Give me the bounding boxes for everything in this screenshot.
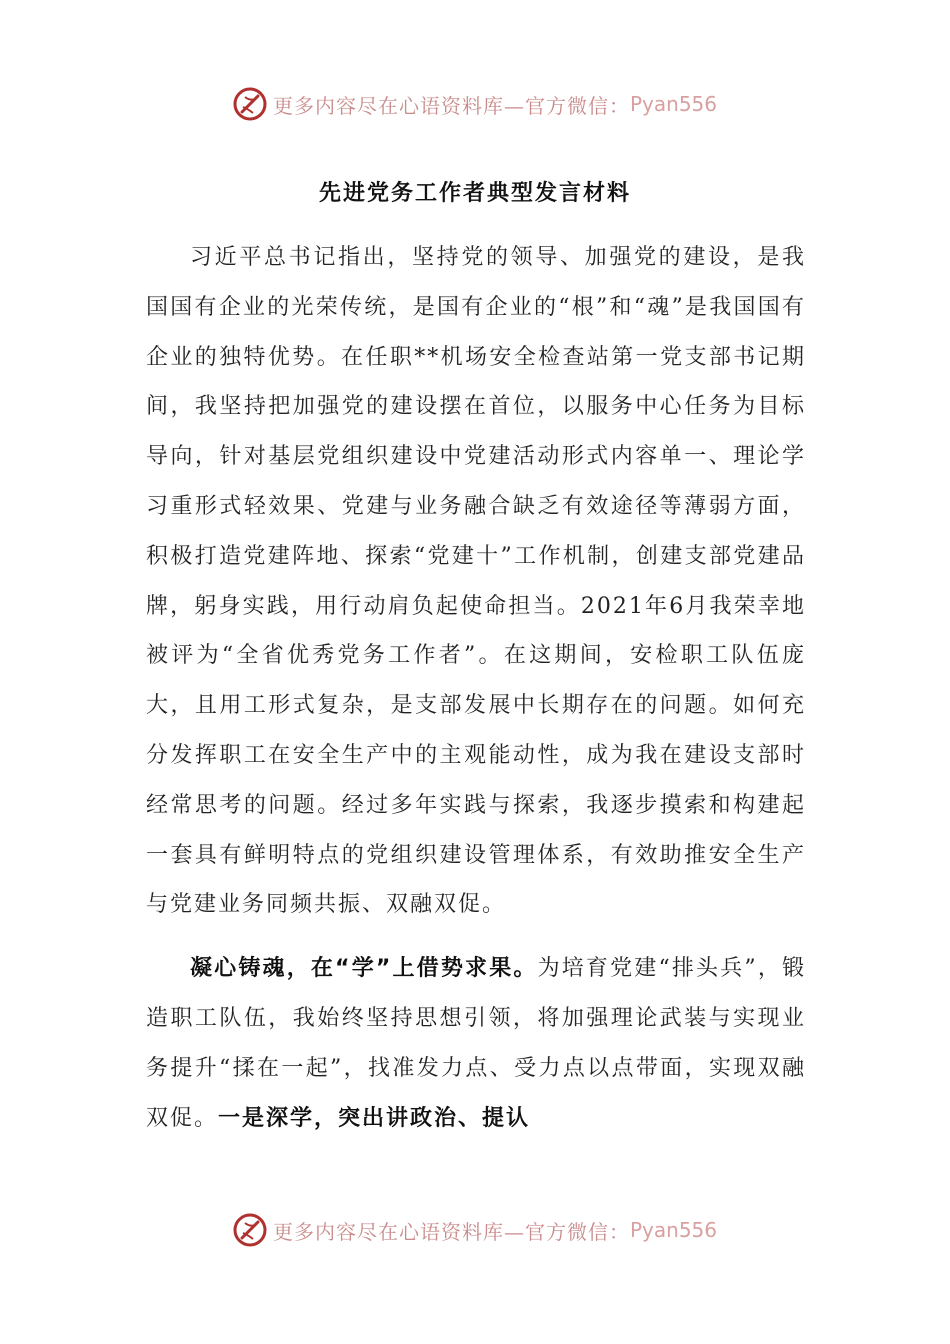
- watermark-text: 更多内容尽在心语资料库—官方微信：: [272, 93, 630, 118]
- paragraph-intro: [146, 233, 806, 930]
- point-heading: 一是深学，突出讲政治、提认: [218, 1105, 531, 1131]
- document-title: 先进党务工作者典型发言材料: [318, 181, 631, 206]
- watermark-id: Pyan556: [629, 92, 717, 116]
- watermark-id: Pyan556: [629, 1218, 717, 1242]
- watermark-text: 更多内容尽在心语资料库—官方微信：: [272, 1219, 630, 1244]
- section-heading: 凝心铸魂，在“学”上借势求果。: [190, 956, 538, 982]
- document-body: [146, 233, 806, 1143]
- pen-seal-logo-icon: [233, 87, 267, 121]
- watermark-header: [0, 84, 950, 124]
- paragraph-text: 习近平总书记指出，坚持党的领导、加强党的建设，是我国国有企业的光荣传统，是国有企业的“根”和“魂”是我国国有企业的独特优势。在任职**机场安全检查站第一党支部书记期间，我坚持把加强党的建设摆在首位，以服务中心任务为目标导向，针对基层党组织建设中党建活动形式内容单一、理论学习重形式轻效果、党建与业务融合缺乏有效途径等薄弱方面，积极打造党建阵地、探索“党建十”工作机制，创建支部党建品牌，躬身实践，用行动肩负起使命担当。2021年6月我荣幸地被评为“全省优秀党务工作者”。在这期间，安检职工队伍庞大，且用工形式复杂，是支部发展中长期存在的问题。如何充分发挥职工在安全生产中的主观能动性，成为我在建设支部时经常思考的问题。经过多年实践与探索，我逐步摸索和构建起一套具有鲜明特点的党组织建设管理体系，有效助推安全生产与党建业务同频共振、双融双促。: [146, 245, 806, 918]
- watermark-footer: [0, 1210, 950, 1250]
- paragraph-section-1: [146, 944, 806, 1143]
- paragraph-text: 为培育党建“排头兵”，锻造职工队伍，我始终坚持思想引领，将加强理论武装与实现业务提升“揉在一起”，找准发力点、受力点以点带面，实现双融双促。: [146, 956, 806, 1131]
- pen-seal-logo-icon: [233, 1213, 267, 1247]
